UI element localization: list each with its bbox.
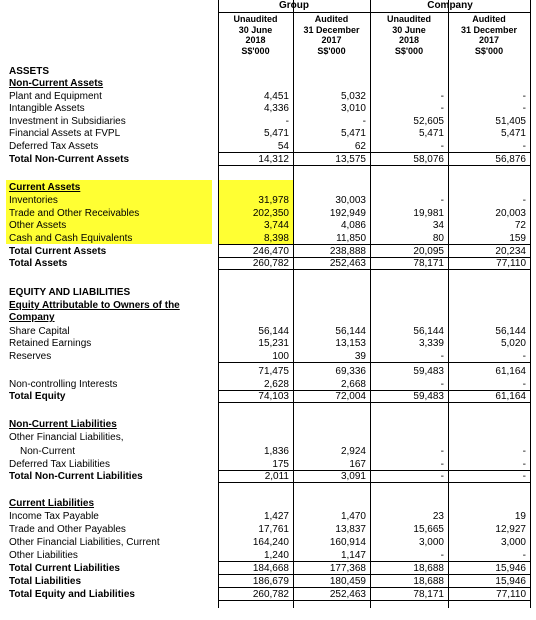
cell-value: 74,103 [258,391,289,402]
group-header: Group [279,0,309,11]
subtotal-rule [219,165,293,166]
cell-value: 20,003 [495,208,526,219]
column-header-line: Unaudited [387,14,431,24]
subtotal-rule [294,269,370,270]
cell-value: 177,368 [329,563,366,574]
cell-value: - [522,103,526,114]
cell-value: 17,761 [258,524,289,535]
subtotal-rule [219,152,293,153]
company-header: Company [427,0,473,11]
cell-value: - [362,116,366,127]
cell-value: 3,091 [340,471,366,482]
cell-value: 51,405 [495,116,526,127]
cell-value: 3,000 [500,537,526,548]
cell-value: 2,628 [263,379,289,390]
cell-value: 202,350 [252,208,289,219]
subtotal-rule [371,482,448,483]
subtotal-rule [449,600,530,601]
cell-value: 180,459 [329,576,366,587]
cell-value: 30,003 [335,195,366,206]
cell-value: 61,164 [495,366,526,377]
column-header-line: 2017 [478,35,500,45]
cell-value: 1,427 [263,511,289,522]
cell-value: 5,471 [263,128,289,139]
cell-value: - [522,459,526,470]
subtotal-rule [294,165,370,166]
subtotal-rule [294,600,370,601]
cell-value: - [522,550,526,561]
row-label: Trade and Other Payables [9,524,126,535]
column-header-line: S$'000 [317,45,346,56]
column-header-line: S$'000 [241,45,270,56]
column-header-line: 30 June [392,24,426,35]
cell-value: 58,076 [413,154,444,165]
subtotal-rule [294,152,370,153]
cell-value: 1,147 [340,550,366,561]
column-header-line: 2017 [321,35,342,45]
cell-value: 71,475 [258,366,289,377]
subtotal-rule [449,269,530,270]
cell-value: 4,086 [340,220,366,231]
cell-value: 8,398 [263,233,289,244]
row-label: Non-Current [20,446,76,457]
subtotal-rule [449,587,530,588]
cell-value: 13,575 [335,154,366,165]
row-label: Cash and Cash Equivalents [9,233,133,244]
cell-value: 252,463 [329,589,366,600]
cell-value: 20,095 [413,246,444,257]
row-label: ASSETS [9,66,50,77]
row-label: Other Financial Liabilities, [9,432,124,443]
subtotal-rule [294,574,370,575]
subtotal-rule [449,165,530,166]
row-label: Reserves [9,351,52,362]
row-label: Total Equity [9,391,66,402]
subtotal-rule [219,482,293,483]
cell-value: 159 [509,233,526,244]
subtotal-rule [294,244,370,245]
cell-value: 15,231 [258,338,289,349]
cell-value: 2,011 [264,471,289,482]
row-label: Total Non-Current Liabilities [9,471,143,482]
cell-value: 5,471 [418,128,444,139]
cell-value: 80 [432,233,444,244]
cell-value: - [440,195,444,206]
row-label: Equity Attributable to Owners of the [9,300,180,311]
row-label: Trade and Other Receivables [9,208,140,219]
cell-value: 3,744 [263,220,289,231]
cell-value: - [440,103,444,114]
cell-value: 4,451 [263,91,289,102]
cell-value: 260,782 [252,589,289,600]
cell-value: 19 [514,511,526,522]
cell-value: 56,876 [495,154,526,165]
cell-value: 5,471 [500,128,526,139]
cell-value: - [522,379,526,390]
cell-value: 14,312 [258,154,289,165]
subtotal-rule [371,587,448,588]
cell-value: 59,483 [413,391,444,402]
column-divider [530,0,531,608]
subtotal-rule [371,362,448,363]
cell-value: - [440,141,444,152]
row-label: Inventories [9,195,58,206]
column-header-line: 2018 [398,35,420,45]
row-label: Other Financial Liabilities, Current [9,537,160,548]
cell-value: - [522,351,526,362]
cell-value: - [522,141,526,152]
row-label: Deferred Tax Assets [9,141,99,152]
cell-value: 252,463 [329,258,366,269]
subtotal-rule [219,600,293,601]
row-label: Total Liabilities [9,576,82,587]
subtotal-rule [371,152,448,153]
cell-value: 5,032 [340,91,366,102]
column-header [218,14,293,56]
cell-value: 34 [432,220,444,231]
cell-value: 260,782 [252,258,289,269]
cell-value: 69,336 [335,366,366,377]
cell-value: - [440,446,444,457]
cell-value: 246,470 [252,246,289,257]
cell-value: 15,665 [413,524,444,535]
subtotal-rule [371,269,448,270]
cell-value: 62 [354,141,366,152]
row-label: Plant and Equipment [9,91,102,102]
cell-value: 184,668 [252,563,289,574]
cell-value: - [440,351,444,362]
cell-value: - [440,471,444,482]
cell-value: 15,946 [495,576,526,587]
cell-value: 11,850 [336,233,366,244]
row-label: Total Current Liabilities [9,563,120,574]
subtotal-rule [371,600,448,601]
row-label: Investment in Subsidiaries [9,116,126,127]
cell-value: 12,927 [495,524,526,535]
cell-value: 31,978 [258,195,289,206]
cell-value: 167 [349,459,366,470]
cell-value: 56,144 [495,326,526,337]
cell-value: 78,171 [413,589,444,600]
subtotal-rule [449,482,530,483]
group-header-rule [218,12,370,13]
column-header [293,14,370,56]
row-label: Total Non-Current Assets [9,154,130,165]
row-label: EQUITY AND LIABILITIES [9,287,131,298]
row-label: Current Assets [9,182,81,193]
row-label: Total Assets [9,258,68,269]
cell-value: 1,836 [263,446,289,457]
column-header-line: S$'000 [474,45,504,56]
subtotal-rule [371,402,448,403]
cell-value: 100 [272,351,289,362]
cell-value: 72,004 [335,391,366,402]
cell-value: - [522,446,526,457]
row-label: Income Tax Payable [9,511,99,522]
cell-value: 39 [354,351,366,362]
row-label: Company [9,312,55,323]
cell-value: 238,888 [329,246,366,257]
cell-value: 5,020 [500,338,526,349]
column-header-line: 31 December [303,24,360,35]
cell-value: 78,171 [413,258,444,269]
cell-value: - [522,91,526,102]
cell-value: - [440,550,444,561]
cell-value: 56,144 [258,326,289,337]
cell-value: 160,914 [329,537,366,548]
subtotal-rule [219,244,293,245]
cell-value: 18,688 [413,563,444,574]
column-header [448,14,530,56]
row-label: Current Liabilities [9,498,95,509]
cell-value: 4,336 [263,103,289,114]
cell-value: 1,470 [340,511,366,522]
cell-value: 13,153 [335,338,366,349]
subtotal-rule [294,482,370,483]
row-label: Total Current Assets [9,246,107,257]
cell-value: 186,679 [252,576,289,587]
subtotal-rule [371,561,448,562]
cell-value: 19,981 [413,208,444,219]
cell-value: 3,339 [418,338,444,349]
subtotal-rule [219,402,293,403]
cell-value: 20,234 [495,246,526,257]
row-label: Other Liabilities [9,550,78,561]
cell-value: 3,010 [340,103,366,114]
cell-value: 61,164 [495,391,526,402]
subtotal-rule [371,165,448,166]
subtotal-rule [294,587,370,588]
column-header-line: 31 December [460,24,518,35]
cell-value: 5,471 [340,128,366,139]
subtotal-rule [219,269,293,270]
column-header-line: Audited [472,14,506,24]
row-label: Share Capital [9,326,70,337]
column-header-line: 2018 [245,35,266,45]
cell-value: - [440,379,444,390]
column-header-line: Unaudited [233,14,278,24]
subtotal-rule [449,574,530,575]
column-header [370,14,448,56]
company-header-rule [370,12,530,13]
cell-value: 192,949 [329,208,366,219]
column-header-line: Audited [314,14,349,24]
cell-value: - [522,195,526,206]
row-label: Financial Assets at FVPL [9,128,121,139]
subtotal-rule [371,244,448,245]
column-header-line: S$'000 [394,45,424,56]
cell-value: 77,110 [496,258,526,269]
row-label: Deferred Tax Liabilities [9,459,110,470]
subtotal-rule [219,561,293,562]
row-label: Retained Earnings [9,338,92,349]
subtotal-rule [449,244,530,245]
row-label: Other Assets [9,220,67,231]
cell-value: 1,240 [263,550,289,561]
subtotal-rule [449,152,530,153]
subtotal-rule [449,402,530,403]
cell-value: 72 [514,220,526,231]
subtotal-rule [219,574,293,575]
subtotal-rule [449,561,530,562]
cell-value: 56,144 [413,326,444,337]
cell-value: 56,144 [335,326,366,337]
cell-value: 23 [432,511,444,522]
cell-value: 77,110 [496,589,526,600]
cell-value: 52,605 [413,116,444,127]
cell-value: 54 [277,141,289,152]
cell-value: - [440,459,444,470]
subtotal-rule [449,362,530,363]
subtotal-rule [294,402,370,403]
cell-value: 164,240 [252,537,289,548]
cell-value: - [440,91,444,102]
cell-value: 13,837 [335,524,366,535]
cell-value: 2,924 [340,446,366,457]
cell-value: - [285,116,289,127]
cell-value: 3,000 [418,537,444,548]
subtotal-rule [219,587,293,588]
row-label: Total Equity and Liabilities [9,589,135,600]
subtotal-rule [371,574,448,575]
row-label: Intangible Assets [9,103,85,114]
subtotal-rule [219,362,293,363]
cell-value: - [522,471,526,482]
cell-value: 2,668 [340,379,366,390]
cell-value: 15,946 [495,563,526,574]
cell-value: 18,688 [413,576,444,587]
row-label: Non-controlling Interests [9,379,118,390]
cell-value: 59,483 [413,366,444,377]
cell-value: 175 [272,459,289,470]
column-header-line: 30 June [238,24,273,35]
row-label: Non-Current Liabilities [9,419,117,430]
row-label: Non-Current Assets [9,78,104,89]
subtotal-rule [294,362,370,363]
subtotal-rule [294,561,370,562]
